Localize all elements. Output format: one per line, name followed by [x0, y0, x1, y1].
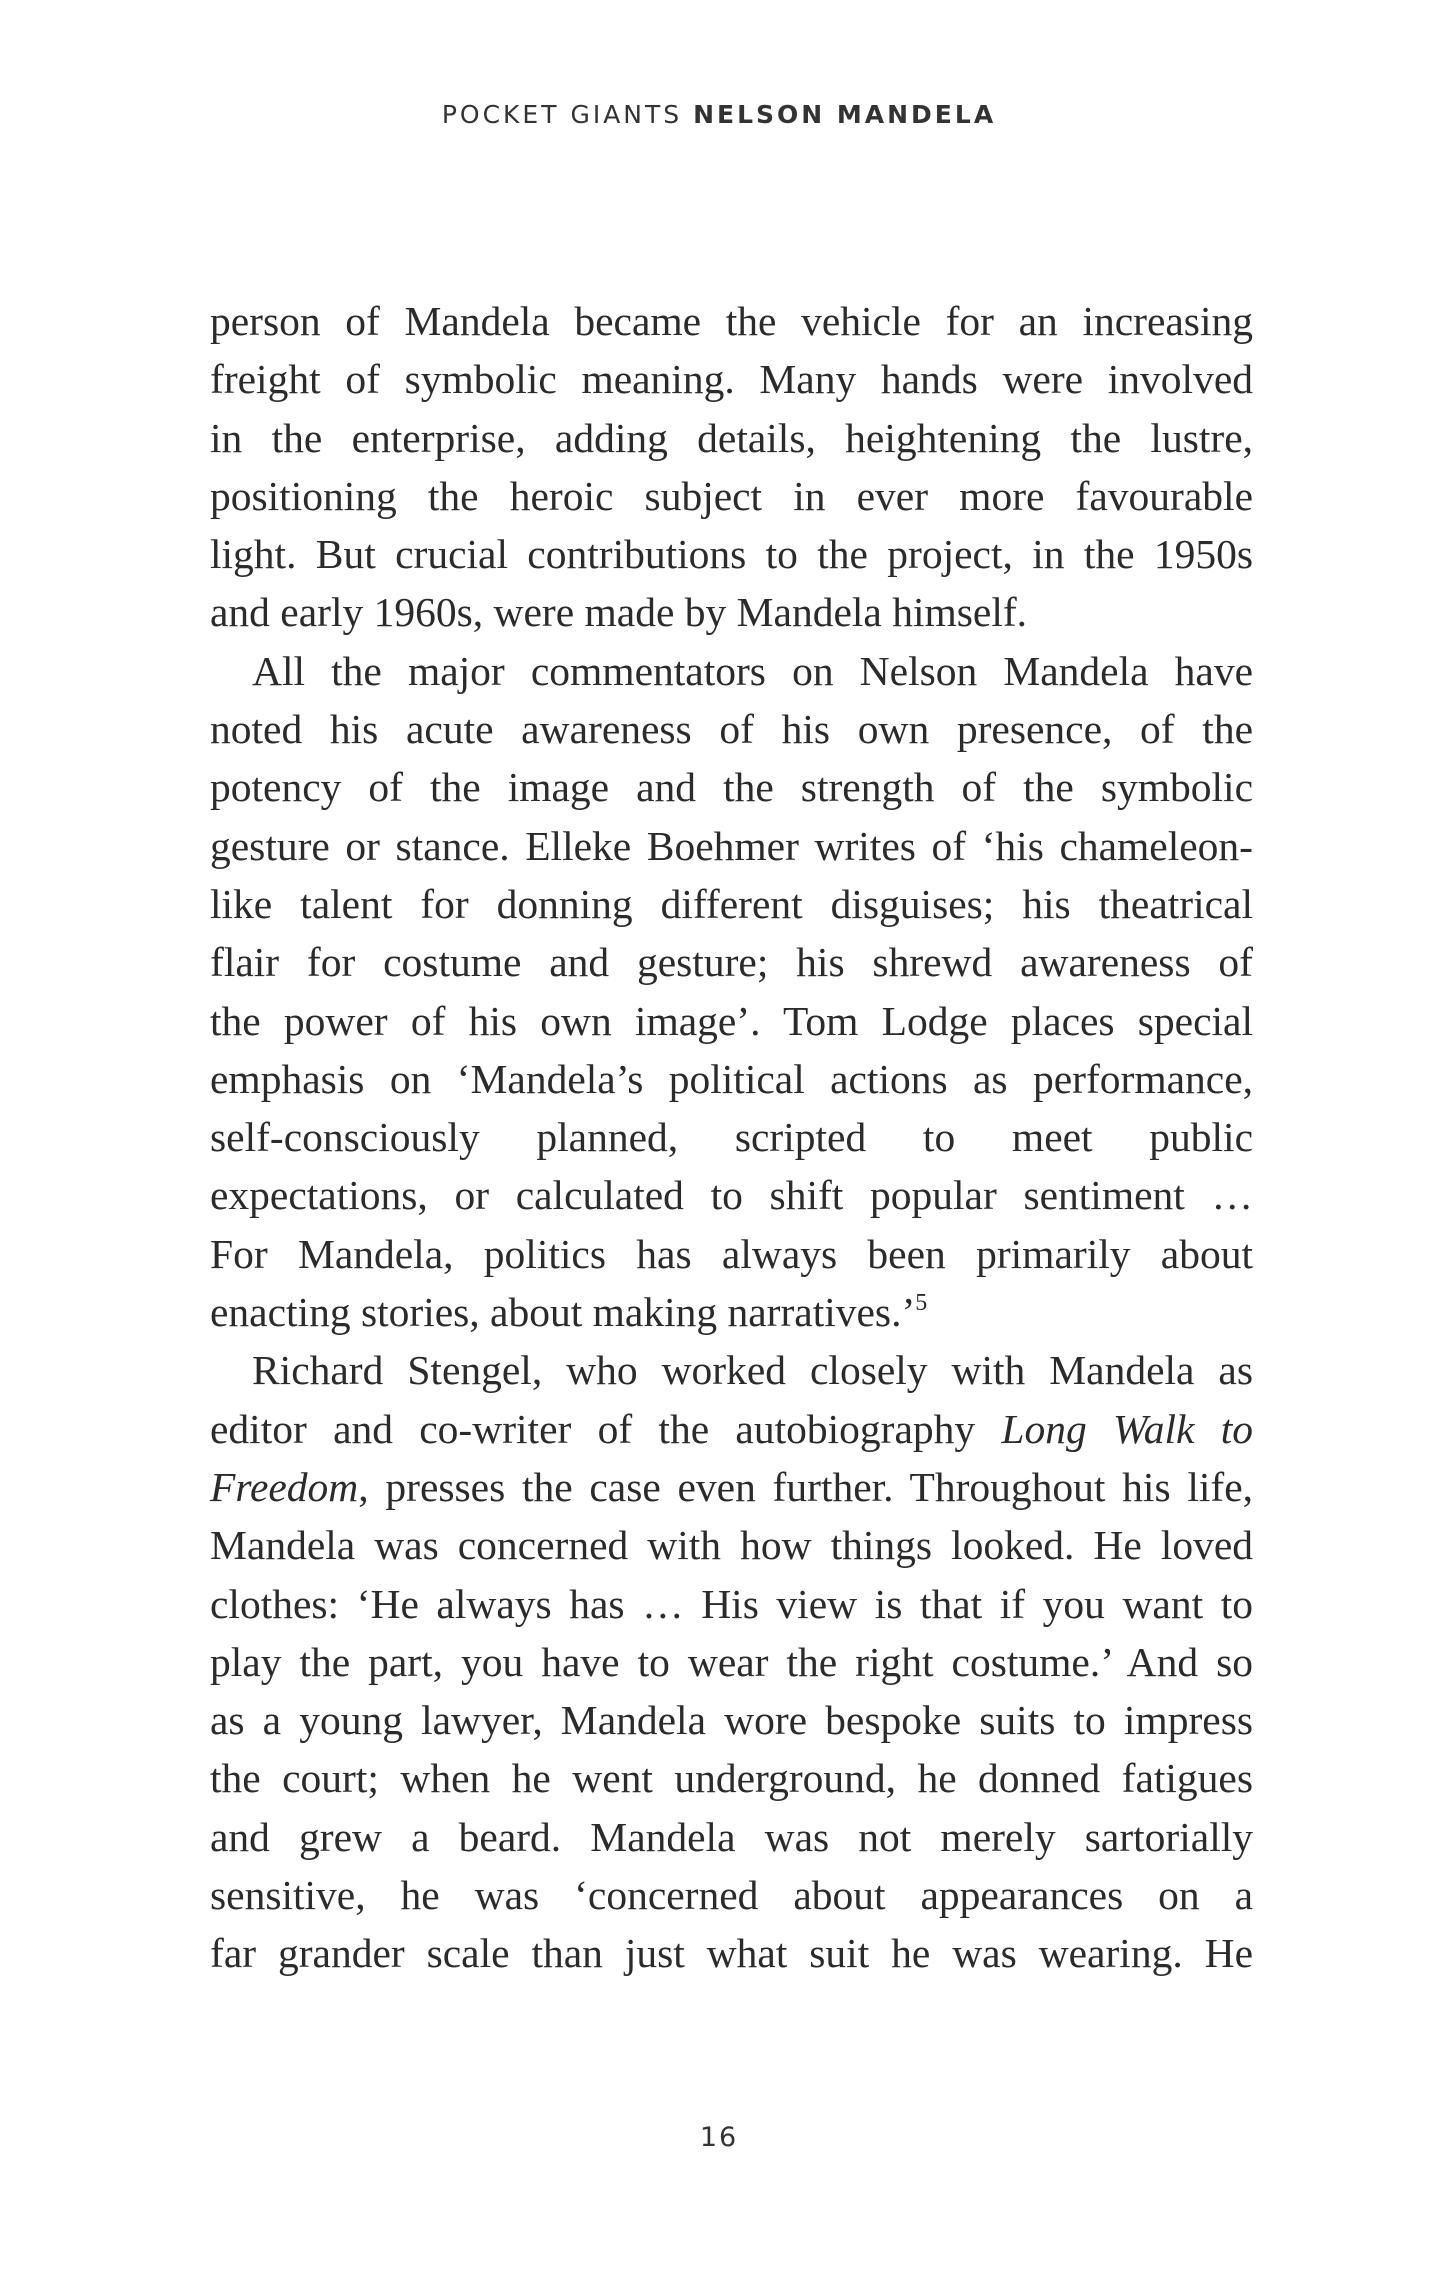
text-line: light. But crucial contributions to the project, in the 1950s: [210, 531, 1253, 578]
text-line: [210, 1458, 1253, 1516]
book-title-italic: Freedom: [210, 1463, 359, 1510]
text-line: potency of the image and the strength of the symbolic: [210, 764, 1253, 811]
book-subject: NELSON MANDELA: [693, 100, 997, 129]
text-line: [210, 1283, 1253, 1341]
text-line: like talent for donning different disguises; his theatrical: [210, 880, 1253, 927]
text-line: All the major commentators on Nelson Mandela have: [252, 647, 1253, 694]
paragraph-2: [210, 642, 1253, 1342]
text-line: far grander scale than just what suit he was wearing. He: [210, 1930, 1253, 1977]
body-text: [210, 292, 1253, 1983]
text-line: and early 1960s, were made by Mandela himself.: [210, 589, 1028, 636]
text-line: sensitive, he was ‘concerned about appearances on a: [210, 1872, 1253, 1919]
series-title: POCKET GIANTS: [441, 100, 683, 129]
line-text: editor and co-writer of the autobiography: [210, 1405, 1002, 1452]
text-line: Richard Stengel, who worked closely with Mandela as: [252, 1347, 1253, 1394]
text-line: person of Mandela became the vehicle for an increasing: [210, 298, 1253, 344]
line-text: enacting stories, about making narratives.’: [210, 1289, 916, 1336]
text-line: gesture or stance. Elleke Boehmer writes of ‘his chameleon-: [210, 822, 1253, 869]
text-line: in the enterprise, adding details, heightening the lustre,: [210, 414, 1253, 461]
text-line: freight of symbolic meaning. Many hands were involved: [210, 356, 1253, 403]
text-line: as a young lawyer, Mandela wore bespoke suits to impress: [210, 1697, 1253, 1744]
text-line: Mandela was concerned with how things looked. He loved: [210, 1522, 1253, 1569]
text-line: and grew a beard. Mandela was not merely sartorially: [210, 1813, 1253, 1860]
text-line: noted his acute awareness of his own presence, of the: [210, 706, 1253, 753]
text-line: positioning the heroic subject in ever more favourable: [210, 472, 1253, 519]
line-text: , presses the case even further. Throughout his life,: [358, 1463, 1253, 1510]
text-line: self-consciously planned, scripted to meet public: [210, 1114, 1253, 1161]
book-title-italic: Long Walk to: [1001, 1405, 1253, 1452]
page-number: 16: [699, 2122, 739, 2153]
text-line: the power of his own image’. Tom Lodge places special: [210, 997, 1253, 1044]
footnote-reference: 5: [915, 1290, 928, 1317]
text-line: expectations, or calculated to shift popular sentiment …: [210, 1172, 1253, 1219]
text-line: emphasis on ‘Mandela’s political actions as performance,: [210, 1055, 1253, 1102]
paragraph-3: [210, 1341, 1253, 1982]
text-line: [210, 1400, 1253, 1458]
paragraph-1: [210, 292, 1253, 642]
text-line: play the part, you have to wear the right costume.’ And so: [210, 1638, 1253, 1685]
running-head: [0, 100, 1438, 129]
text-line: the court; when he went underground, he donned fatigues: [210, 1755, 1253, 1802]
text-line: For Mandela, politics has always been primarily about: [210, 1230, 1253, 1277]
text-line: flair for costume and gesture; his shrewd awareness of: [210, 939, 1253, 986]
text-line: clothes: ‘He always has … His view is that if you want to: [210, 1580, 1253, 1627]
